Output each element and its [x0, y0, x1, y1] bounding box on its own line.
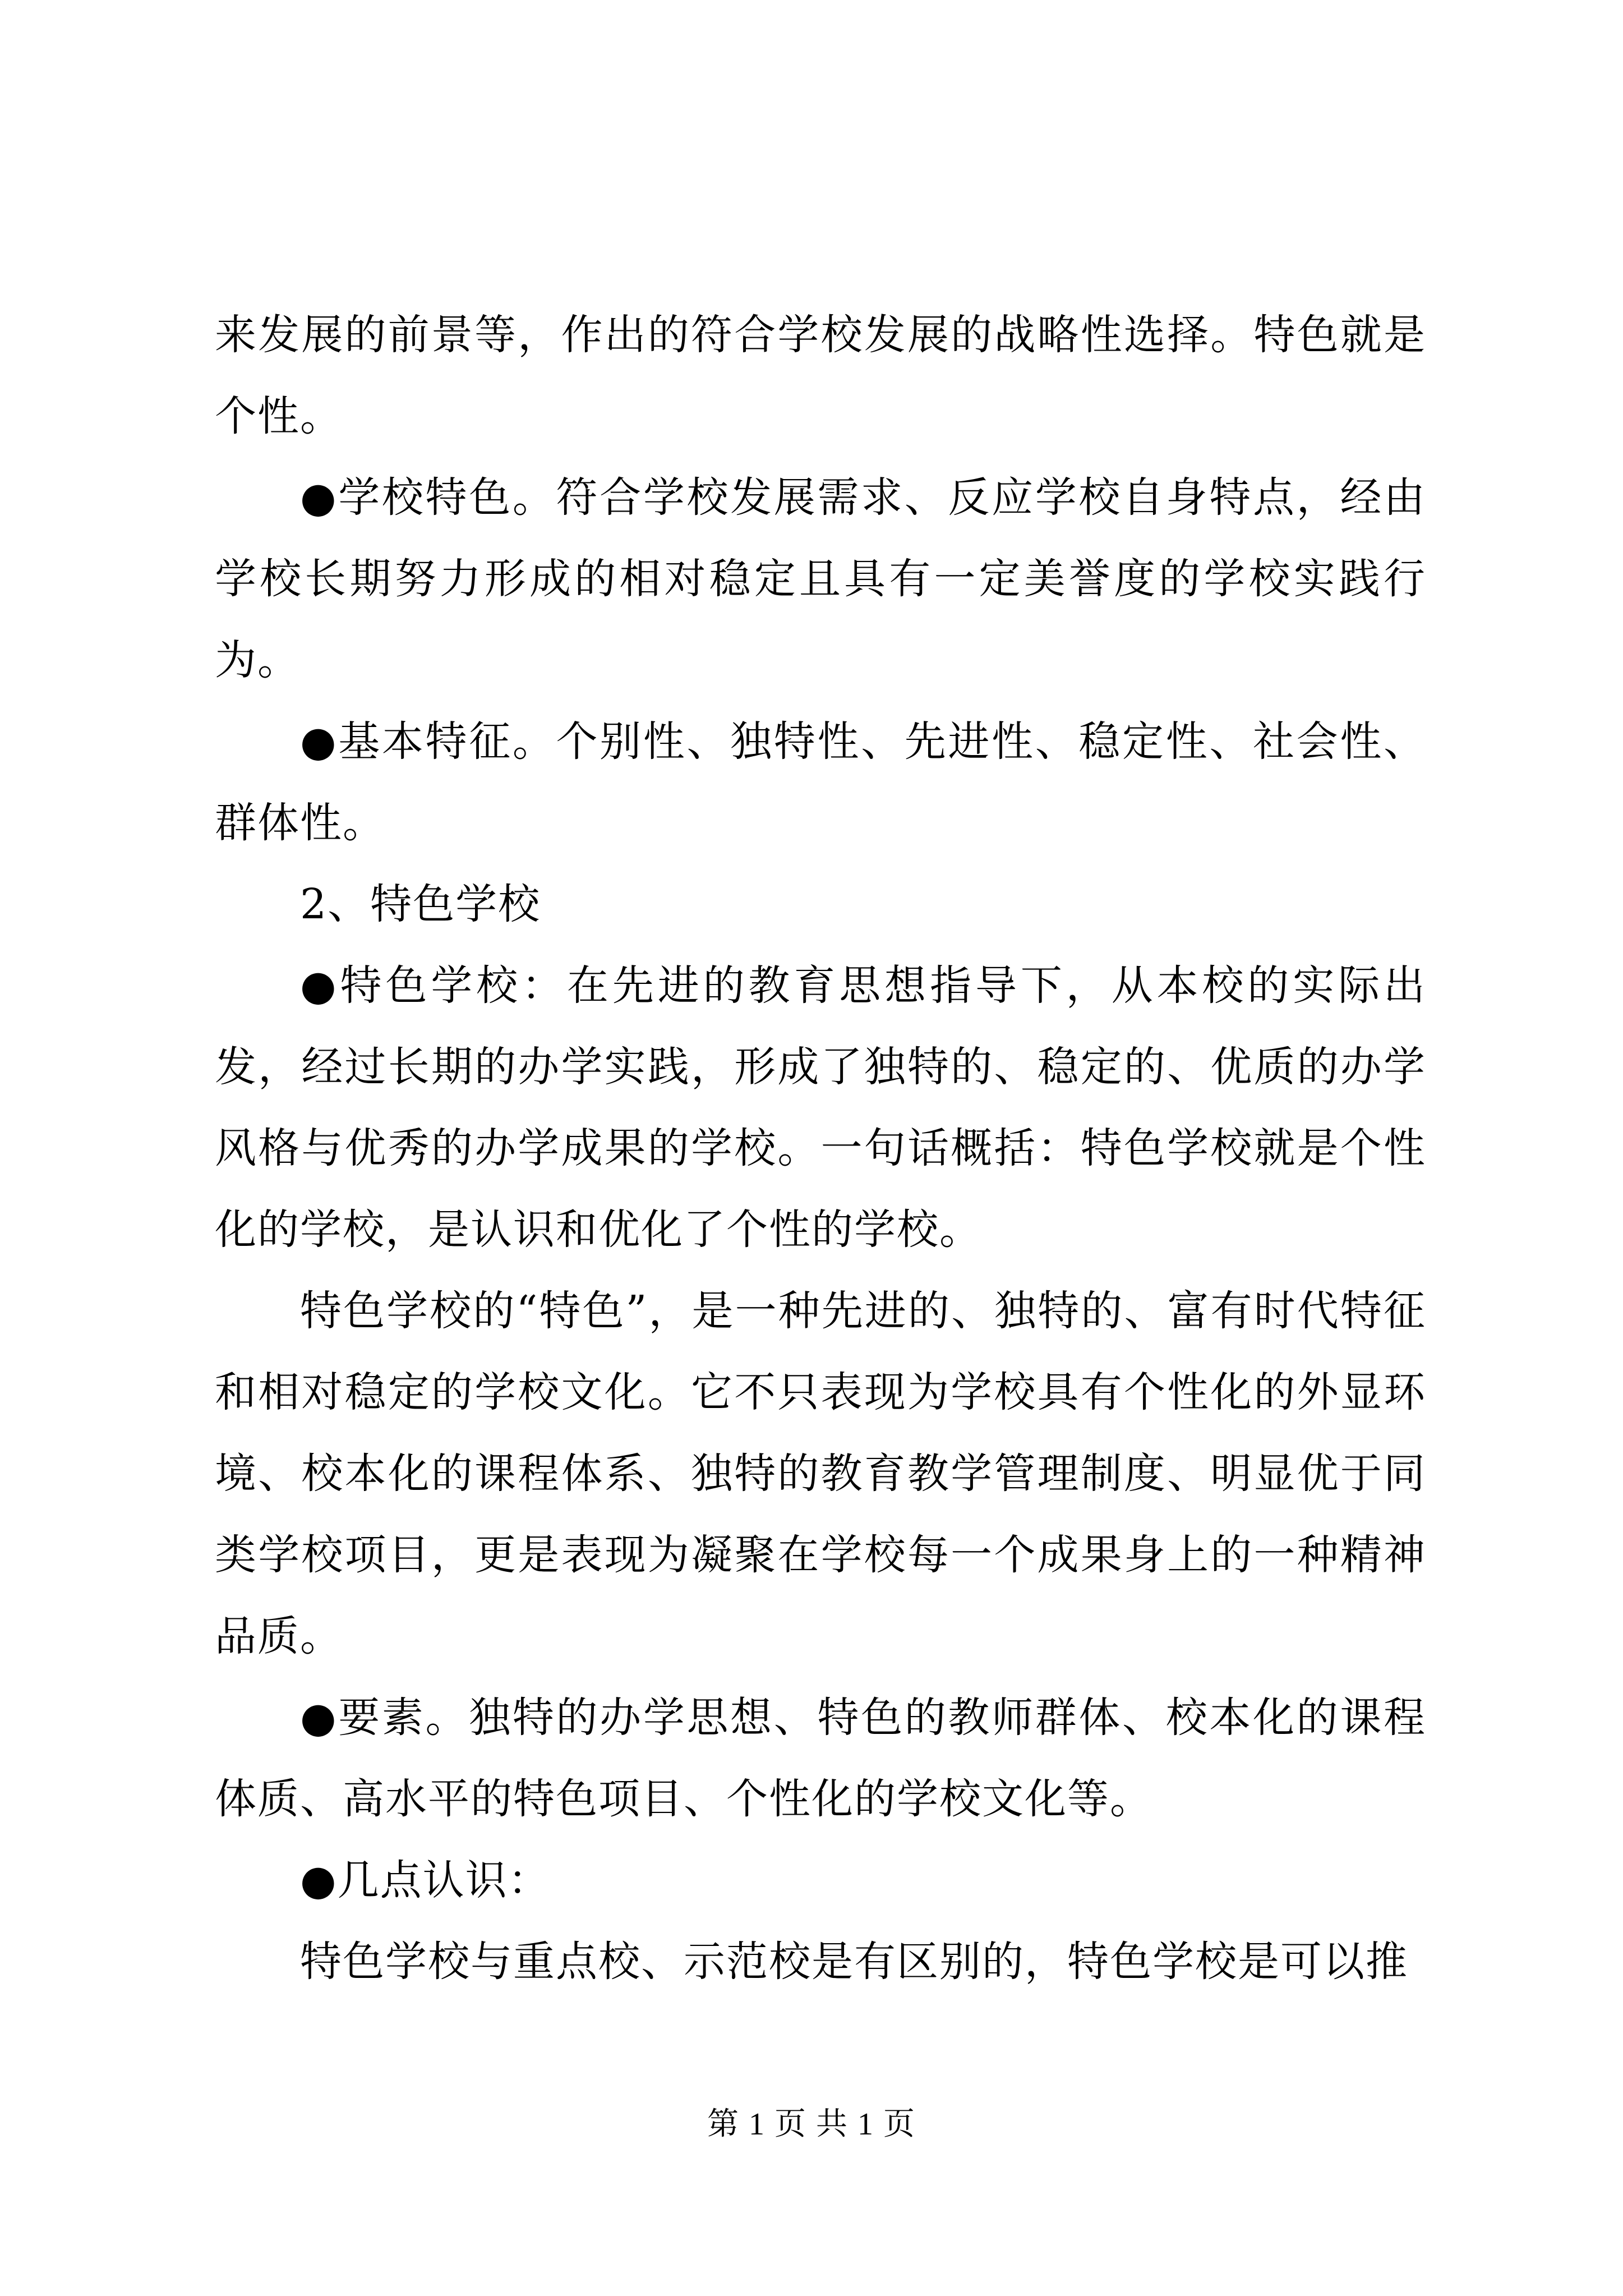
- document-body: [215, 295, 1426, 2003]
- paragraph-5: ●特色学校：在先进的教育思想指导下，从本校的实际出发，经过长期的办学实践，形成了独特的、稳定的、优质的办学风格与优秀的办学成果的学校。一句话概括：特色学校就是个性化的学校，是认识和优化了个性的学校。: [215, 961, 1426, 1254]
- paragraph-2: ●学校特色。符合学校发展需求、反应学校自身特点，经由学校长期努力形成的相对稳定且具有一定美誉度的学校实践行为。: [215, 473, 1426, 684]
- paragraph-3: ●基本特征。个别性、独特性、先进性、稳定性、社会性、群体性。: [215, 717, 1426, 847]
- paragraph-7: ●要素。独特的办学思想、特色的教师群体、校本化的课程体质、高水平的特色项目、个性化的学校文化等。: [215, 1694, 1426, 1823]
- paragraph-4-heading: 2、特色学校: [300, 880, 541, 928]
- page-footer: 第 1 页 共 1 页: [707, 2107, 916, 2142]
- paragraph-9: 特色学校与重点校、示范校是有区别的，特色学校是可以推: [300, 1938, 1408, 1986]
- paragraph-8: ●几点认识：: [300, 1856, 551, 1904]
- paragraph-6: 特色学校的“特色”，是一种先进的、独特的、富有时代特征和相对稳定的学校文化。它不只表现为学校具有个性化的外显环境、校本化的课程体系、独特的教育教学管理制度、明显优于同类学校项目，更是表现为凝聚在学校每一个成果身上的一种精神品质。: [215, 1287, 1426, 1660]
- paragraph-1: 来发展的前景等，作出的符合学校发展的战略性选择。特色就是个性。: [215, 311, 1426, 440]
